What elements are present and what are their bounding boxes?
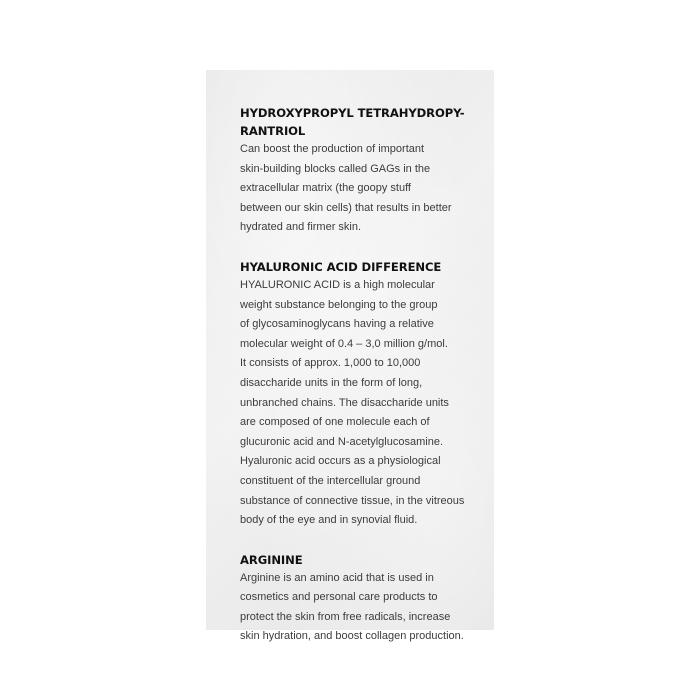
body-line: body of the eye and in synovial fluid. <box>240 514 418 527</box>
heading-line: RANTRIOL <box>240 124 306 138</box>
body-line: hydrated and firmer skin. <box>240 221 362 234</box>
section-heading <box>240 104 476 140</box>
body-line: skin-building blocks called GAGs in the <box>240 162 431 175</box>
body-line: are composed of one molecule each of <box>240 416 430 429</box>
body-line: molecular weight of 0.4 – 3,0 million g/mol. <box>240 337 448 350</box>
ingredient-card <box>206 70 494 643</box>
body-line: protect the skin from free radicals, increase <box>240 610 451 623</box>
body-line: skin hydration, and boost collagen production. <box>240 630 464 643</box>
body-line: weight substance belonging to the group <box>240 298 438 311</box>
body-line: of glycosaminoglycans having a relative <box>240 318 434 331</box>
body-line: Hyaluronic acid occurs as a physiological <box>240 455 441 468</box>
body-line: between our skin cells) that results in better <box>240 201 452 214</box>
body-line: glucuronic acid and N-acetylglucosamine. <box>240 435 443 448</box>
body-line: Arginine is an amino acid that is used in <box>240 571 434 584</box>
heading-line: ARGININE <box>240 552 303 567</box>
heading-line: HYALURONIC ACID DIFFERENCE <box>240 259 442 274</box>
body-line: disaccharide units in the form of long, <box>240 376 423 389</box>
section-body <box>240 140 476 238</box>
body-line: cosmetics and personal care products to <box>240 591 438 604</box>
body-line: extracellular matrix (the goopy stuff <box>240 182 411 195</box>
section-body <box>240 276 476 531</box>
section-heading <box>240 551 476 569</box>
section-arginine <box>240 551 476 647</box>
body-line: substance of connective tissue, in the vitreous <box>240 494 465 507</box>
body-line: Can boost the production of important <box>240 143 425 155</box>
heading-line: HYDROXYPROPYL TETRAHYDROPY- <box>240 106 465 120</box>
body-line: HYALURONIC ACID is a high molecular <box>240 278 435 291</box>
section-heading <box>240 258 476 276</box>
body-line: It consists of approx. 1,000 to 10,000 <box>240 357 421 370</box>
section-body <box>240 569 476 647</box>
section-hydroxypropyl <box>240 104 476 238</box>
body-line: unbranched chains. The disaccharide units <box>240 396 449 409</box>
section-hyaluronic <box>240 258 476 531</box>
body-line: constituent of the intercellular ground <box>240 474 421 487</box>
